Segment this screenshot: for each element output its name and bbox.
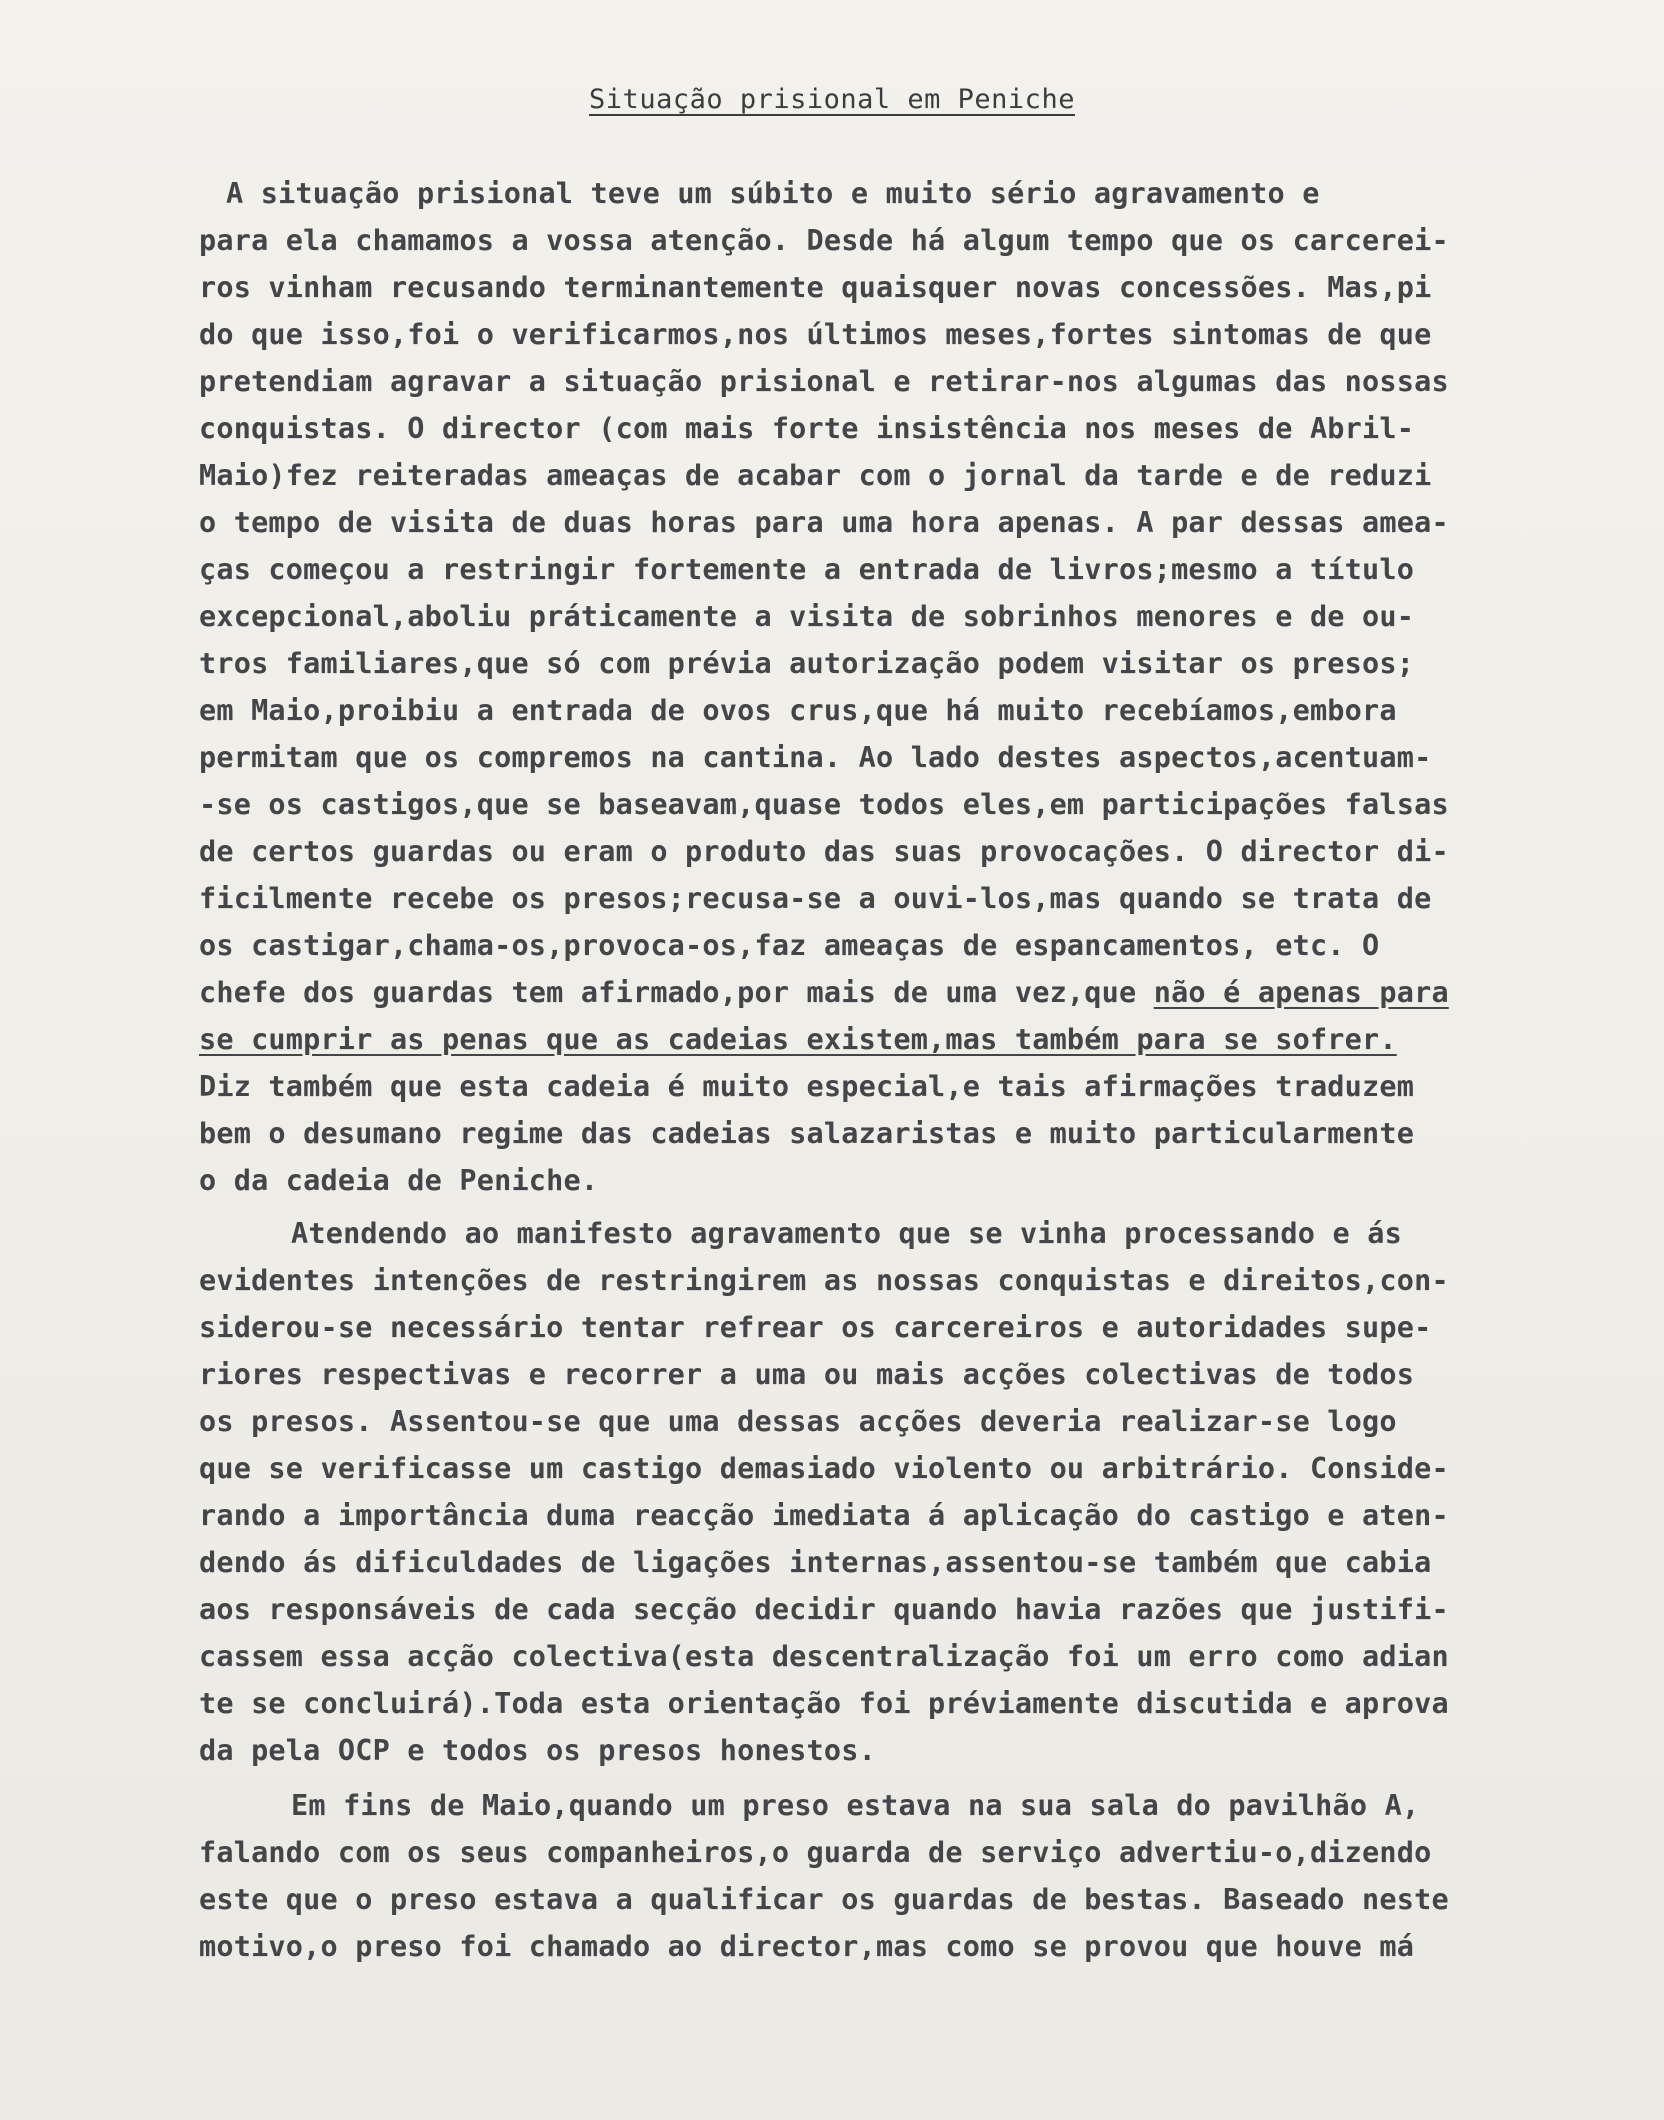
text-line: de certos guardas ou eram o produto das suas provocações. O director di- — [199, 835, 1449, 868]
text-line: Em fins de Maio,quando um preso estava na sua sala do pavilhão A, — [291, 1789, 1420, 1822]
underlined-quote-line: se cumprir as penas que as cadeias existem,mas também para se sofrer. — [199, 1023, 1397, 1056]
text-line: ças começou a restringir fortemente a entrada de livros;mesmo a título — [199, 553, 1415, 586]
text-line: motivo,o preso foi chamado ao director,mas como se provou que houve má — [199, 1930, 1415, 1963]
text-line: evidentes intenções de restringirem as nossas conquistas e direitos,con- — [199, 1264, 1449, 1297]
text-line: os castigar,chama-os,provoca-os,faz ameaças de espancamentos, etc. O — [199, 929, 1380, 962]
text-line: em Maio,proibiu a entrada de ovos crus,que há muito recebíamos,embora — [199, 694, 1397, 727]
text-line: A situação prisional teve um súbito e muito sério agravamento e — [226, 177, 1320, 210]
text-line: Diz também que esta cadeia é muito especial,e tais afirmações traduzem — [199, 1070, 1415, 1103]
text-line: bem o desumano regime das cadeias salazaristas e muito particularmente — [199, 1117, 1415, 1150]
text-line: dendo ás dificuldades de ligações internas,assentou-se também que cabia — [199, 1546, 1432, 1579]
text-line: pretendiam agravar a situação prisional e retirar-nos algumas das nossas — [199, 365, 1449, 398]
text-line: rando a importância duma reacção imediata á aplicação do castigo e aten- — [199, 1499, 1449, 1532]
text-line: tros familiares,que só com prévia autorização podem visitar os presos; — [199, 647, 1415, 680]
text-line: da pela OCP e todos os presos honestos. — [199, 1734, 876, 1767]
text-line: do que isso,foi o verificarmos,nos últimos meses,fortes sintomas de que — [199, 318, 1432, 351]
text-line: Maio)fez reiteradas ameaças de acabar com o jornal da tarde e de reduzi — [199, 459, 1432, 492]
text-line: que se verificasse um castigo demasiado violento ou arbitrário. Conside- — [199, 1452, 1449, 1485]
text-line: ros vinham recusando terminantemente quaisquer novas concessões. Mas,pi — [199, 271, 1432, 304]
text-line: para ela chamamos a vossa atenção. Desde há algum tempo que os carcerei- — [199, 224, 1449, 257]
text-line: os presos. Assentou-se que uma dessas acções deveria realizar-se logo — [199, 1405, 1397, 1438]
text-segment: chefe dos guardas tem afirmado,por mais de uma vez,que — [199, 976, 1154, 1009]
text-line: este que o preso estava a qualificar os guardas de bestas. Baseado neste — [199, 1883, 1449, 1916]
text-line: riores respectivas e recorrer a uma ou mais acções colectivas de todos — [199, 1358, 1415, 1391]
text-line: falando com os seus companheiros,o guarda de serviço advertiu-o,dizendo — [199, 1836, 1432, 1869]
underlined-quote: não é apenas para — [1153, 976, 1449, 1009]
text-line: Atendendo ao manifesto agravamento que se vinha processando e ás — [291, 1217, 1402, 1250]
text-line — [199, 976, 1449, 1009]
text-line: aos responsáveis de cada secção decidir quando havia razões que justifi- — [199, 1593, 1449, 1626]
text-line: -se os castigos,que se baseavam,quase todos eles,em participações falsas — [199, 788, 1449, 821]
text-line: siderou-se necessário tentar refrear os carcereiros e autoridades supe- — [199, 1311, 1432, 1344]
text-line: permitam que os compremos na cantina. Ao lado destes aspectos,acentuam- — [199, 741, 1432, 774]
document-title: Situação prisional em Peniche — [589, 84, 1075, 115]
text-line: excepcional,aboliu práticamente a visita de sobrinhos menores e de ou- — [199, 600, 1415, 633]
text-line: cassem essa acção colectiva(esta descentralização foi um erro como adian — [199, 1640, 1449, 1673]
text-line: te se concluirá).Toda esta orientação foi préviamente discutida e aprova — [199, 1687, 1449, 1720]
text-line: o da cadeia de Peniche. — [199, 1164, 599, 1197]
text-line: conquistas. O director (com mais forte insistência nos meses de Abril- — [199, 412, 1415, 445]
text-line: ficilmente recebe os presos;recusa-se a ouvi-los,mas quando se trata de — [199, 882, 1432, 915]
text-line: o tempo de visita de duas horas para uma hora apenas. A par dessas amea- — [199, 506, 1449, 539]
